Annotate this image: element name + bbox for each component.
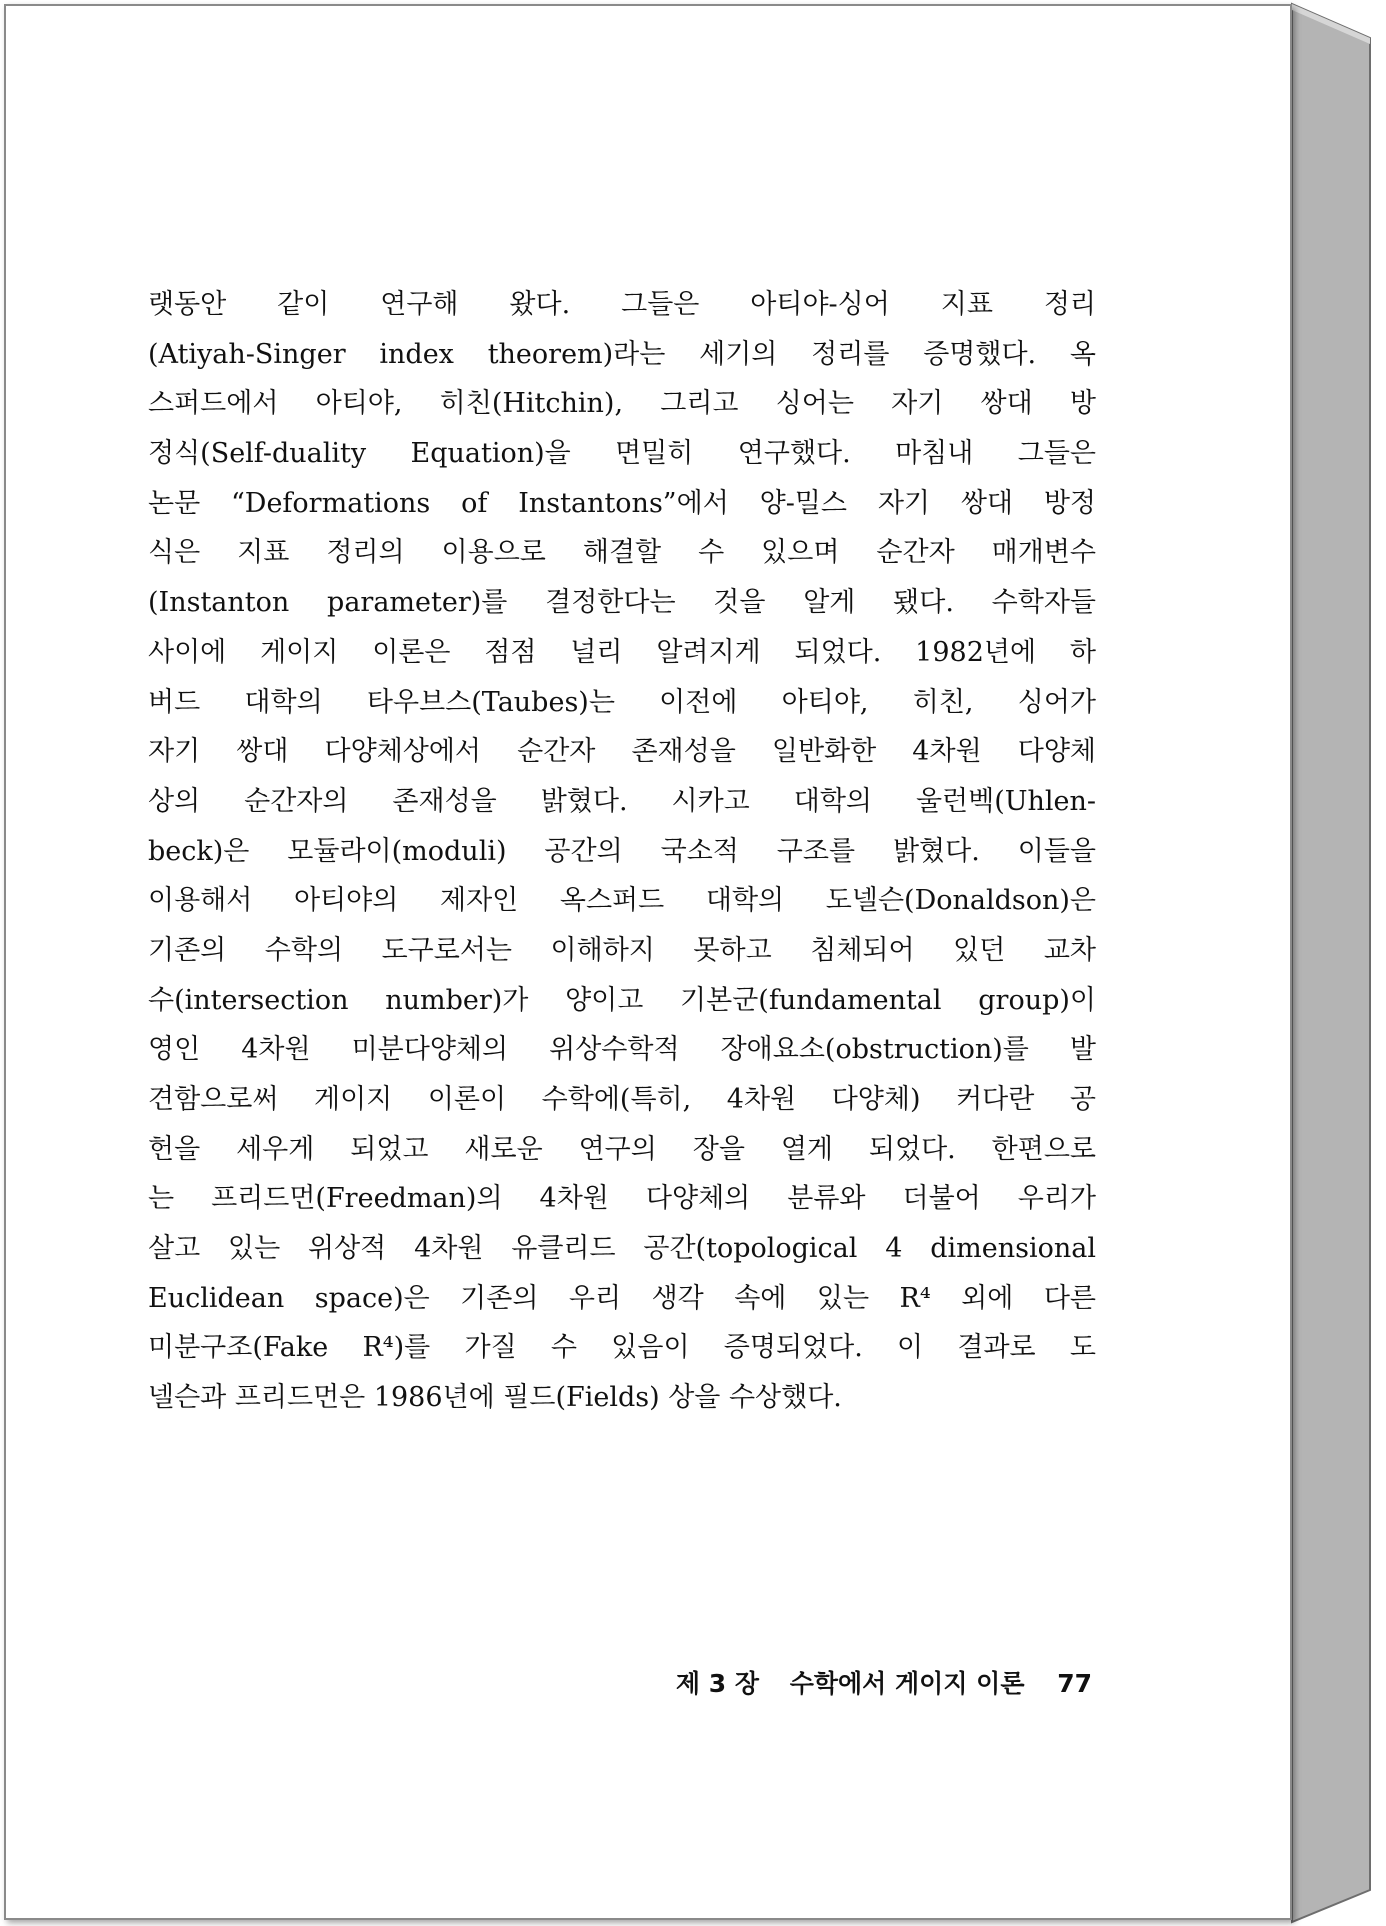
text-line: 수(intersection number)가 양이고 기본군(fundamental group)이 [148,984,1096,1016]
text-line: beck)은 모듈라이(moduli) 공간의 국소적 구조를 밝혔다. 이들을 [148,835,1096,867]
text-line: 넬슨과 프리드먼은 1986년에 필드(Fields) 상을 수상했다. [148,1382,842,1414]
text-line: 버드 대학의 타우브스(Taubes)는 이전에 아티야, 히친, 싱어가 [148,686,1096,718]
text-line: 이용해서 아티야의 제자인 옥스퍼드 대학의 도넬슨(Donaldson)은 [148,885,1096,917]
text-line: 미분구조(Fake R⁴)를 가질 수 있음이 증명되었다. 이 결과로 도 [148,1332,1096,1364]
text-line: 기존의 수학의 도구로서는 이해하지 못하고 침체되어 있던 교차 [148,934,1096,966]
text-line: 사이에 게이지 이론은 점점 널리 알려지게 되었다. 1982년에 하 [148,636,1096,668]
text-line: 정식(Self-duality Equation)을 면밀히 연구했다. 마침내 그들은 [148,438,1096,470]
text-line: 살고 있는 위상적 4차원 유클리드 공간(topological 4 dimensional [148,1233,1096,1265]
text-line: 영인 4차원 미분다양체의 위상수학적 장애요소(obstruction)를 발 [148,1034,1096,1066]
text-line: 상의 순간자의 존재성을 밝혔다. 시카고 대학의 울런벡(Uhlen- [148,785,1096,817]
text-line: (Instanton parameter)를 결정한다는 것을 알게 됐다. 수학자들 [148,587,1096,619]
text-line: 스퍼드에서 아티야, 히친(Hitchin), 그리고 싱어는 자기 쌍대 방 [148,388,1096,420]
text-line: 논문 “Deformations of Instantons”에서 양-밀스 자기 쌍대 방정 [148,487,1096,519]
text-line: 견함으로써 게이지 이론이 수학에(특히, 4차원 다양체) 커다란 공 [148,1084,1096,1115]
running-footer [676,1664,1092,1700]
text-line: 자기 쌍대 다양체상에서 순간자 존재성을 일반화한 4차원 다양체 [148,736,1096,768]
text-line: 랫동안 같이 연구해 왔다. 그들은 아티야-싱어 지표 정리 [148,289,1096,320]
text-line: 헌을 세우게 되었고 새로운 연구의 장을 열게 되었다. 한편으로 [148,1133,1096,1165]
text-line: 는 프리드먼(Freedman)의 4차원 다양체의 분류와 더불어 우리가 [148,1183,1096,1215]
page-number: 77 [1057,1669,1092,1698]
chapter-title: 수학에서 게이지 이론 [789,1669,1025,1698]
text-line: Euclidean space)은 기존의 우리 생각 속에 있는 R⁴ 외에 다른 [148,1282,1096,1314]
text-line: 식은 지표 정리의 이용으로 해결할 수 있으며 순간자 매개변수 [148,537,1096,569]
text-line: (Atiyah-Singer index theorem)라는 세기의 정리를 증명했다. 옥 [148,338,1096,370]
body-paragraph [148,280,1096,1423]
chapter-label: 제 3 장 [675,1669,759,1698]
